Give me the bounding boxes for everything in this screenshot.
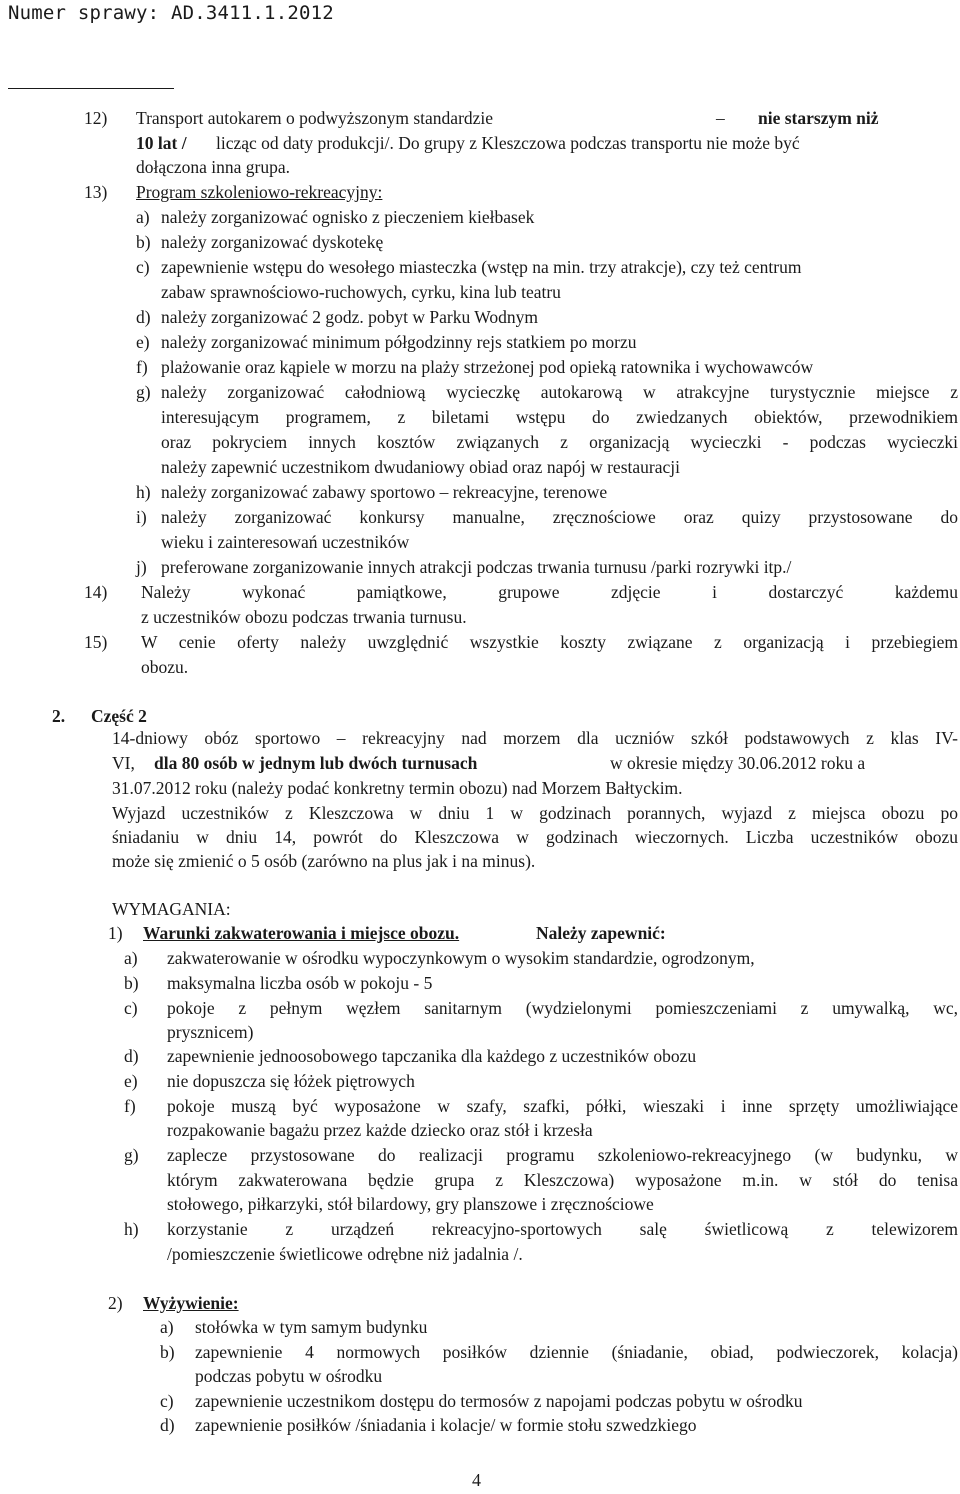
item-12-bold-b: 10 lat /: [136, 133, 187, 153]
item-15-text-2: obozu.: [141, 657, 189, 677]
item-13j-label: j): [136, 557, 147, 577]
req-1-title: Warunki zakwaterowania i miejsce obozu.: [143, 923, 460, 943]
part-2-text-2a: VI,: [112, 753, 135, 773]
item-13e-text: należy zorganizować minimum półgodzinny rejs statkiem po morzu: [161, 332, 637, 352]
item-13a-text: należy zorganizować ognisko z pieczeniem kiełbasek: [161, 207, 535, 227]
item-13i-label: i): [136, 507, 147, 527]
part-2-text-1: 14-dniowy obóz sportowo – rekreacyjny nad morzem dla uczniów szkół podstawowych z klas IV-: [112, 728, 958, 748]
part-2-text-6: może się zmienić o 5 osób (zarówno na plus jak i na minus).: [112, 851, 536, 871]
req-2-number: 2): [108, 1293, 123, 1313]
req-1-number: 1): [108, 923, 123, 943]
item-13d-label: d): [136, 307, 151, 327]
item-12-dash: –: [716, 108, 725, 128]
item-13h-label: h): [136, 482, 151, 502]
req-2d-label: d): [160, 1415, 175, 1435]
item-13a-label: a): [136, 207, 150, 227]
part-2-text-2c: w okresie między 30.06.2012 roku a: [610, 753, 866, 773]
item-15-number: 15): [84, 632, 108, 652]
part-2-text-3: 31.07.2012 roku (należy podać konkretny termin obozu) nad Morzem Bałtyckim.: [112, 778, 683, 798]
req-2-title: Wyżywienie:: [143, 1293, 239, 1313]
item-14-text-2: z uczestników obozu podczas trwania turnusu.: [141, 607, 467, 627]
req-1f-label: f): [124, 1096, 136, 1116]
req-1a-label: a): [124, 948, 138, 968]
req-2b-text-2: podczas pobytu w ośrodku: [195, 1366, 383, 1386]
req-1f-text-2: rozpakowanie bagażu przez każde dziecko oraz stół i krzesła: [167, 1120, 593, 1140]
item-12-text-a: Transport autokarem o podwyższonym standardzie: [136, 108, 494, 128]
req-1g-label: g): [124, 1145, 139, 1165]
item-13g-label: g): [136, 382, 151, 402]
item-13c-label: c): [136, 257, 150, 277]
req-1d-text: zapewnienie jednoosobowego tapczanika dla każdego z uczestników obozu: [167, 1046, 697, 1066]
part-2-title: Część 2: [91, 706, 147, 726]
req-2a-text: stołówka w tym samym budynku: [195, 1317, 428, 1337]
item-13g-text-4: należy zapewnić uczestnikom dwudaniowy obiad oraz napój w restauracji: [161, 457, 680, 477]
item-13c-text-2: zabaw sprawnościowo-ruchowych, cyrku, kina lub teatru: [161, 282, 561, 302]
req-2c-label: c): [160, 1391, 174, 1411]
req-1b-label: b): [124, 973, 139, 993]
item-13g-text-3: oraz pokryciem innych kosztów związanych z organizacją wycieczki - podczas wycieczki: [161, 432, 958, 452]
req-1h-text-1: korzystanie z urządzeń rekreacyjno-sportowych salę świetlicową z telewizorem: [167, 1219, 958, 1239]
req-1h-text-2: /pomieszczenie świetlicowe odrębne niż jadalnia /.: [167, 1244, 523, 1264]
req-1e-label: e): [124, 1071, 138, 1091]
req-2c-text: zapewnienie uczestnikom dostępu do termosów z napojami podczas pobytu w ośrodku: [195, 1391, 803, 1411]
part-2-text-5: śniadaniu w dniu 14, powrót do Kleszczowa w godzinach wieczornych. Liczba uczestników obozu: [112, 827, 958, 847]
item-13g-text-2: interesującym programem, z biletami wstępu do zwiedzanych obiektów, przewodnikiem: [161, 407, 958, 427]
page-number: 4: [472, 1470, 481, 1490]
item-13i-text-1: należy zorganizować konkursy manualne, zręcznościowe oraz quizy przystosowane do: [161, 507, 958, 527]
part-2-text-2b: dla 80 osób w jednym lub dwóch turnusach: [154, 753, 478, 773]
item-13e-label: e): [136, 332, 150, 352]
item-13j-text: preferowane zorganizowanie innych atrakcji podczas trwania turnusu /parki rozrywki itp./: [161, 557, 792, 577]
req-1d-label: d): [124, 1046, 139, 1066]
item-13h-text: należy zorganizować zabawy sportowo – rekreacyjne, terenowe: [161, 482, 608, 502]
item-13b-label: b): [136, 232, 151, 252]
header-rule: [8, 88, 174, 89]
item-13d-text: należy zorganizować 2 godz. pobyt w Parku Wodnym: [161, 307, 539, 327]
req-1g-text-3: stołowego, piłkarzyki, stół bilardowy, gry planszowe i zręcznościowe: [167, 1194, 654, 1214]
req-1h-label: h): [124, 1219, 139, 1239]
req-1a-text: zakwaterowanie w ośrodku wypoczynkowym o wysokim standardzie, ogrodzonym,: [167, 948, 755, 968]
item-13c-text-1: zapewnienie wstępu do wesołego miasteczka (wstęp na min. trzy atrakcje), czy też centrum: [161, 257, 802, 277]
req-1c-text-2: prysznicem): [167, 1022, 254, 1042]
item-13f-label: f): [136, 357, 148, 377]
req-1e-text: nie dopuszcza się łóżek piętrowych: [167, 1071, 415, 1091]
part-2-number: 2.: [52, 706, 66, 726]
item-13f-text: plażowanie oraz kąpiele w morzu na plaży strzeżonej pod opieką ratownika i wychowawców: [161, 357, 814, 377]
req-1f-text-1: pokoje muszą być wyposażone w szafy, szafki, półki, wieszaki i inne sprzęty umożliwiające: [167, 1096, 958, 1116]
item-13b-text: należy zorganizować dyskotekę: [161, 232, 384, 252]
req-1g-text-2: którym zakwaterowana będzie grupa z Kleszczowa) wyposażone m.in. w stół do tenisa: [167, 1170, 958, 1190]
item-15-text-1: W cenie oferty należy uwzględnić wszystkie koszty związane z organizacją i przebiegiem: [141, 632, 958, 652]
requirements-heading: WYMAGANIA:: [112, 899, 231, 919]
item-13-number: 13): [84, 182, 108, 202]
req-1b-text: maksymalna liczba osób w pokoju - 5: [167, 973, 433, 993]
req-1c-text-1: pokoje z pełnym węzłem sanitarnym (wydzielonymi pomieszczeniami z umywalką, wc,: [167, 998, 958, 1018]
item-12-number: 12): [84, 108, 108, 128]
item-13g-text-1: należy zorganizować całodniową wycieczkę autokarową w atrakcyjne turystycznie miejsce z: [161, 382, 958, 402]
req-1g-text-1: zaplecze przystosowane do realizacji programu szkoleniowo-rekreacyjnego (w budynku, w: [167, 1145, 958, 1165]
req-1c-label: c): [124, 998, 138, 1018]
item-13i-text-2: wieku i zainteresowań uczestników: [161, 532, 410, 552]
item-12-bold-a: nie starszym niż: [758, 108, 879, 128]
req-2b-label: b): [160, 1342, 175, 1362]
item-13-title: Program szkoleniowo-rekreacyjny:: [136, 182, 383, 202]
req-2d-text: zapewnienie posiłków /śniadania i kolacje/ w formie stołu szwedzkiego: [195, 1415, 697, 1435]
item-14-number: 14): [84, 582, 108, 602]
req-2b-text-1: zapewnienie 4 normowych posiłków dziennie (śniadanie, obiad, podwieczorek, kolacja): [195, 1342, 958, 1362]
req-2a-label: a): [160, 1317, 174, 1337]
item-12-text-b: licząc od daty produkcji/. Do grupy z Kleszczowa podczas transportu nie może być: [216, 133, 800, 153]
case-number-header: Numer sprawy: AD.3411.1.2012: [8, 2, 334, 24]
item-12-text-c: dołączona inna grupa.: [136, 157, 291, 177]
part-2-text-4: Wyjazd uczestników z Kleszczowa w dniu 1 w godzinach porannych, wyjazd z miejsca obozu po: [112, 803, 958, 823]
item-14-text-1: Należy wykonać pamiątkowe, grupowe zdjęcie i dostarczyć każdemu: [141, 582, 958, 602]
req-1-suffix: Należy zapewnić:: [536, 923, 666, 943]
